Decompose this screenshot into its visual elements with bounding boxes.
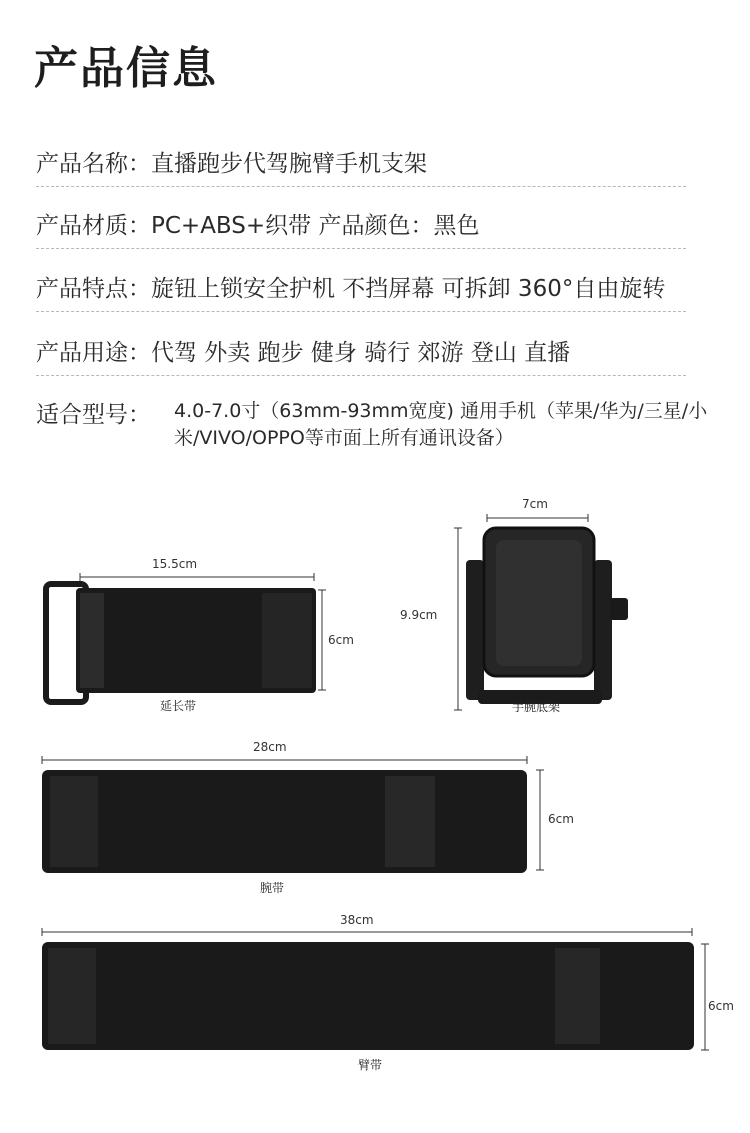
compatible-models-text: 4.0-7.0寸（63mm-93mm宽度) 通用手机（苹果/华为/三星/小米/VIVO/OPPO等市面上所有通讯设备） bbox=[174, 400, 708, 449]
wrist-base-caption: 手腕底架 bbox=[512, 700, 561, 714]
product-name-line: 产品名称：直播跑步代驾腕臂手机支架 bbox=[36, 151, 427, 177]
page-title: 产品信息 bbox=[34, 43, 218, 94]
product-features-line: 产品特点：旋钮上锁安全护机 不挡屏幕 可拆卸 360°自由旋转 bbox=[36, 276, 666, 302]
arm-strap-image bbox=[42, 942, 694, 1050]
base-height-label: 9.9cm bbox=[400, 608, 438, 622]
compatible-models-label: 适合型号： bbox=[36, 402, 151, 428]
wrist-width-label: 28cm bbox=[253, 740, 287, 754]
wrist-height-label: 6cm bbox=[548, 812, 574, 826]
wrist-strap-caption: 腕带 bbox=[260, 881, 285, 895]
base-width-label: 7cm bbox=[522, 497, 548, 511]
extension-strap-caption: 延长带 bbox=[160, 699, 197, 713]
arm-height-label: 6cm bbox=[708, 999, 734, 1013]
extension-strap-image bbox=[46, 584, 316, 702]
wrist-strap-image bbox=[42, 770, 527, 873]
arm-strap-caption: 臂带 bbox=[358, 1058, 383, 1072]
arm-width-label: 38cm bbox=[340, 913, 374, 927]
product-usage-line: 产品用途：代驾 外卖 跑步 健身 骑行 郊游 登山 直播 bbox=[36, 340, 571, 366]
product-material-color-line: 产品材质：PC+ABS+织带 产品颜色：黑色 bbox=[36, 213, 480, 239]
extension-width-label: 15.5cm bbox=[152, 557, 198, 571]
wrist-base-image bbox=[466, 528, 628, 704]
extension-height-label: 6cm bbox=[328, 633, 354, 647]
